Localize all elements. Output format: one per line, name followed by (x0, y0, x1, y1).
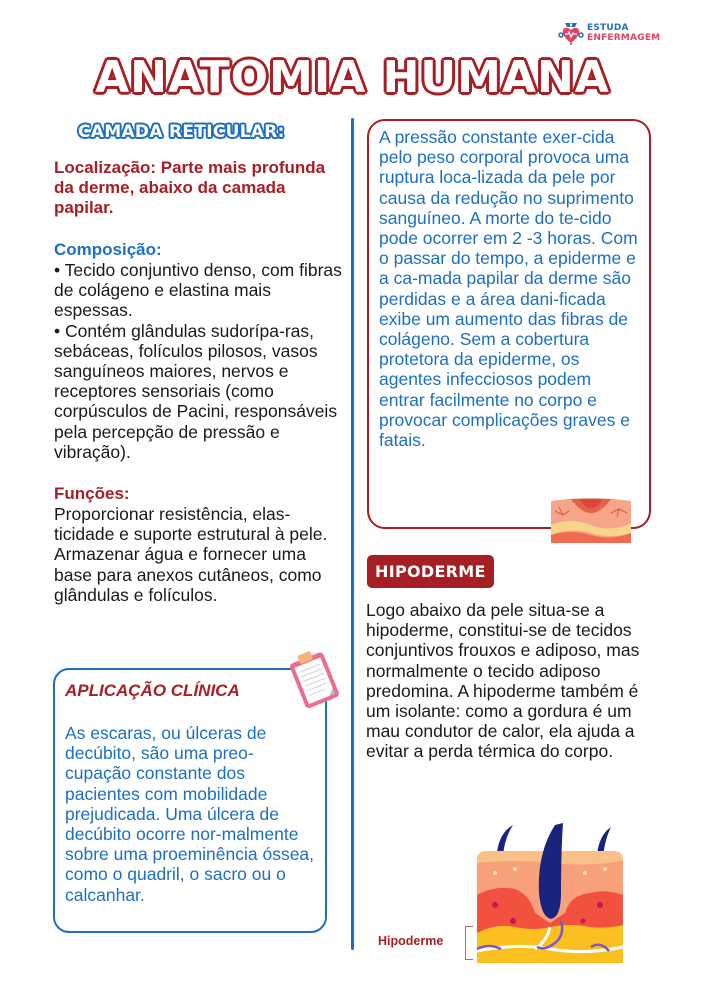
left-column (54, 122, 346, 605)
column-divider (351, 118, 354, 950)
funcoes-text: Proporcionar resistência, elas-ticidade e suporte estrutural à pele. Armazenar água e fornecer uma base para anexos cutâneos, como glândulas e folículos. (54, 504, 328, 605)
pressure-ulcer-illustration (551, 495, 631, 543)
pressure-ulcer-box (367, 119, 651, 529)
page-title: ANATOMIA HUMANA (95, 52, 610, 103)
pressure-ulcer-text: A pressão constante exer-cida pelo peso corporal provoca uma ruptura loca-lizada da pele por causa da redução no suprimento sanguíneo. A morte do te-cido pode ocorrer em 2 -3 horas. Com o passar do tempo, a epiderme e a ca-mada papilar da derme são perdidas e a área dani-ficada exibe um aumento das fibras de colágeno. Sem a cobertura protetora da epiderme, os agentes infecciosos podem entrar facilmente no corpo e provocar complicações graves e fatais. (379, 127, 638, 451)
nurse-heart-stethoscope-icon (558, 20, 584, 46)
hipoderme-text: Logo abaixo da pele situa-se a hipoderme, constitui-se de tecidos conjuntivos frouxos e adiposo, mas normalmente o tecido adiposo predomina. A hipoderme também é um isolante: como a gordura é um mau condutor de calor, ela ajuda a evitar a perda térmica do corpo. (366, 600, 640, 762)
clinical-application-text: As escaras, ou úlceras de decúbito, são uma preo-cupação constante dos pacientes com mobilidade prejudicada. Uma úlcera de decúbito ocorre nor-malmente sobre uma proeminência óssea, como o quadril, o sacro ou o calcanhar. (65, 723, 315, 905)
composicao-heading: Composição: (54, 240, 162, 259)
logo-line-2: ENFERMAGEM (587, 33, 661, 43)
skin-layers-illustration (475, 823, 625, 963)
clipboard-icon (282, 646, 348, 712)
brand-logo (558, 20, 660, 46)
composicao-item-2: • Contém glândulas sudorípa-ras, sebáceas, folículos pilosos, vasos sanguíneos maiores, nervos e receptores sensoriais (como corpúsculos de Pacini, responsáveis pela percepção de pressão e vibração). (54, 320, 338, 462)
localizacao-text: Localização: Parte mais profunda da derme, abaixo da camada papilar. (54, 158, 326, 217)
section-heading-camada-reticular: CAMADA RETICULAR: (78, 122, 285, 142)
logo-line-1: ESTUDA (587, 23, 629, 33)
hipoderme-badge: HIPODERME (367, 555, 494, 588)
hipoderme-bracket (465, 926, 473, 960)
hipoderme-diagram-label: Hipoderme (378, 934, 444, 948)
clinical-application-title: APLICAÇÃO CLÍNICA (65, 681, 240, 700)
composicao-item-1: • Tecido conjuntivo denso, com fibras de colágeno e elastina mais espessas. (54, 260, 342, 321)
funcoes-heading: Funções: (54, 484, 130, 504)
